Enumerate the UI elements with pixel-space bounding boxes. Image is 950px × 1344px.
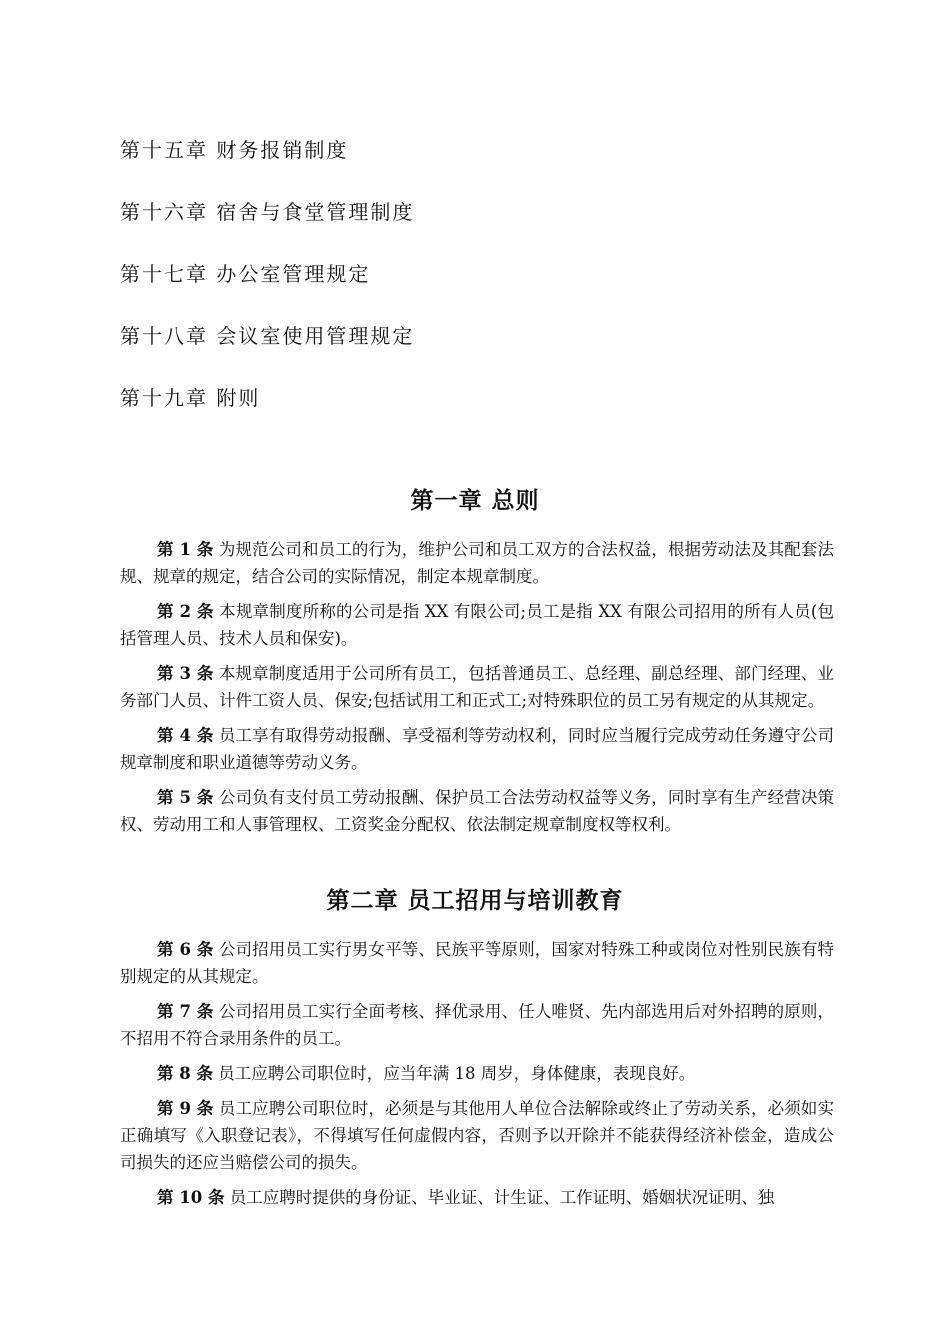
chapter-2-body [120, 936, 834, 1219]
article-number: 第 4 条 [157, 726, 214, 745]
article-number: 第 10 条 [157, 1188, 225, 1207]
article-number: 第 2 条 [157, 602, 214, 621]
article-paragraph [120, 1095, 834, 1176]
article-text: 员工应聘时提供的身份证、毕业证、计生证、工作证明、婚姻状况证明、独 [229, 1188, 775, 1207]
article-number: 第 6 条 [157, 940, 214, 959]
toc-item: 第十七章 办公室管理规定 [120, 262, 371, 286]
article-text: 为规范公司和员工的行为，维护公司和员工双方的合法权益，根据劳动法及其配套法规、规章的规定，结合公司的实际情况，制定本规章制度。 [120, 540, 834, 586]
article-text: 公司招用员工实行男女平等、民族平等原则，国家对特殊工种或岗位对性别民族有特别规定的从其规定。 [120, 940, 834, 986]
chapter-heading: 第一章 总则 [410, 487, 540, 514]
article-text: 员工享有取得劳动报酬、享受福利等劳动权利，同时应当履行完成劳动任务遵守公司规章制度和职业道德等劳动义务。 [120, 726, 834, 772]
chapter-heading: 第二章 员工招用与培训教育 [326, 887, 624, 914]
article-number: 第 7 条 [157, 1002, 214, 1021]
toc-item: 第十六章 宿舍与食堂管理制度 [120, 200, 415, 224]
article-paragraph [120, 660, 834, 714]
article-number: 第 3 条 [157, 664, 214, 683]
toc-item: 第十九章 附则 [120, 386, 261, 410]
article-number: 第 1 条 [157, 540, 214, 559]
article-paragraph [120, 722, 834, 776]
toc-item: 第十八章 会议室使用管理规定 [120, 324, 415, 348]
article-number: 第 5 条 [157, 788, 214, 807]
article-text: 公司负有支付员工劳动报酬、保护员工合法劳动权益等义务，同时享有生产经营决策权、劳动用工和人事管理权、工资奖金分配权、依法制定规章制度权等权利。 [120, 788, 834, 834]
article-paragraph [120, 536, 834, 590]
toc-item: 第十五章 财务报销制度 [120, 138, 349, 162]
chapter-1-body [120, 536, 834, 846]
article-text: 本规章制度适用于公司所有员工，包括普通员工、总经理、副总经理、部门经理、业务部门人员、计件工资人员、保安;包括试用工和正式工;对特殊职位的员工另有规定的从其规定。 [120, 664, 834, 710]
article-number: 第 8 条 [157, 1064, 213, 1083]
article-paragraph [120, 1060, 834, 1087]
table-of-contents [120, 135, 414, 445]
article-text: 公司招用员工实行全面考核、择优录用、任人唯贤、先内部选用后对外招聘的原则，不招用不符合录用条件的员工。 [120, 1002, 834, 1048]
article-text: 本规章制度所称的公司是指 XX 有限公司;员工是指 XX 有限公司招用的所有人员(包括管理人员、技术人员和保安)。 [120, 602, 834, 648]
article-paragraph [120, 598, 834, 652]
article-paragraph [120, 998, 834, 1052]
article-text: 员工应聘公司职位时，应当年满 18 周岁，身体健康，表现良好。 [218, 1064, 696, 1083]
article-paragraph [120, 784, 834, 838]
article-paragraph [120, 936, 834, 990]
article-text: 员工应聘公司职位时，必须是与其他用人单位合法解除或终止了劳动关系，必须如实正确填写《入职登记表》，不得填写任何虚假内容，否则予以开除并不能获得经济补偿金，造成公司损失的还应当赔偿公司的损失。 [120, 1099, 834, 1172]
article-number: 第 9 条 [157, 1099, 214, 1118]
article-paragraph [120, 1184, 834, 1211]
